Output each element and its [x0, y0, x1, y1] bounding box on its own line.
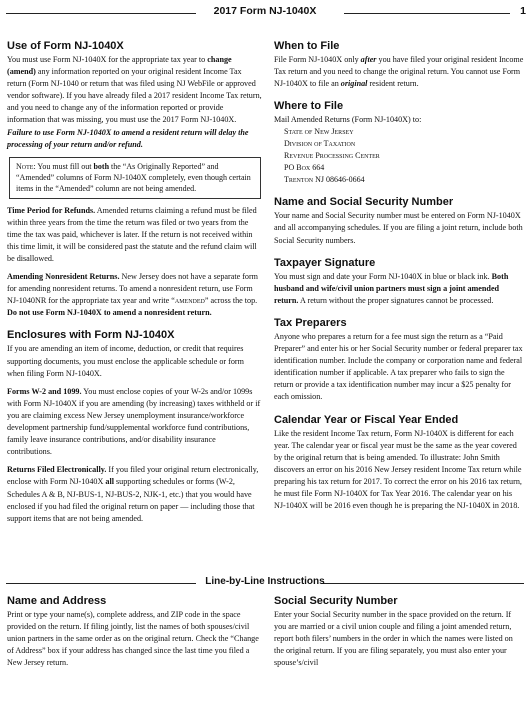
- address-line: State of New Jersey: [284, 127, 354, 137]
- electronic-text-a: If you filed your original return electronically, enclose with Form NJ-1040X: [7, 465, 259, 487]
- ssn-heading: Social Security Number: [274, 595, 398, 607]
- line-by-line-banner: [6, 576, 524, 590]
- signature-heading: Taxpayer Signature: [274, 256, 376, 269]
- address-line: Division of Taxation: [284, 139, 356, 149]
- name-address-paragraph: Print or type your name(s), complete address, and ZIP code in the space provided on the return. If filing jointly, list the names of both spouses/civil union partners in the same order as on the original return. Check the “Change of Address” box if your address has changed since the last time you filed a New Jersey return.: [7, 610, 259, 668]
- electronic-paragraph: [7, 464, 262, 524]
- use-paragraph: [7, 54, 262, 151]
- electronic-label: Returns Filed Electronically.: [7, 465, 107, 475]
- preparers-heading: Tax Preparers: [274, 316, 347, 329]
- amending-nonresident-paragraph: [7, 271, 262, 319]
- amending-text-a: New Jersey does not have a separate form for amending nonresident returns. To amend a nonresident return, use Form NJ-1040NR for the appropriate tax year and write “: [7, 272, 259, 306]
- right-column: [274, 40, 524, 512]
- note-text-a: You must fill out: [35, 161, 94, 171]
- amending-text-bold: Do not use Form NJ-1040X to amend a nonresident return.: [7, 308, 212, 318]
- time-period-label: Time Period for Refunds.: [7, 205, 96, 215]
- when-text-c: you have filed your original resident Income Tax return and you need to change the original return. You cannot use Form NJ-1040X to file an: [274, 55, 524, 89]
- name-address-heading: Name and Address: [7, 595, 107, 607]
- page-header: [6, 0, 524, 20]
- when-paragraph: [274, 54, 524, 90]
- use-text-bold: change (amend): [7, 55, 232, 77]
- enclosures-paragraph: If you are amending an item of income, deduction, or credit that requires supporting documents, you must enclose the applicable schedule or form when filing Form NJ-1040X.: [7, 344, 244, 378]
- page-number: 1: [520, 5, 526, 17]
- signature-text-bold: Both husband and wife/civil union partners must sign a joint amended return.: [274, 271, 509, 305]
- ssn-section: [274, 595, 524, 669]
- electronic-text-bold: all: [105, 477, 114, 487]
- when-text-e: resident return.: [367, 79, 419, 89]
- page-title: 2017 Form NJ-1040X: [213, 5, 317, 17]
- note-text-c: the “As Originally Reported” and “Amended” columns of Form NJ-1040X completely, even though certain items in the “Amended” column are not being amended.: [16, 161, 251, 194]
- when-text-emph2: original: [340, 79, 368, 89]
- note-label: Note:: [16, 161, 36, 171]
- time-period-paragraph: [7, 205, 262, 265]
- mailing-address: [284, 126, 524, 186]
- amending-smallcaps: amended: [174, 296, 205, 306]
- note-text-bold: both: [93, 161, 110, 171]
- use-warning: Failure to use Form NJ-1040X to amend a resident return will delay the processing of your return and/or refund.: [7, 127, 249, 149]
- name-ssn-heading: Name and Social Security Number: [274, 196, 454, 209]
- signature-paragraph: [274, 271, 524, 307]
- address-line: Revenue Processing Center: [284, 151, 380, 161]
- when-text-emph: after: [360, 55, 377, 64]
- signature-text-a: You must sign and date your Form NJ-1040X in blue or black ink.: [274, 271, 492, 281]
- enclosures-heading: Enclosures with Form NJ-1040X: [7, 329, 175, 342]
- use-text-a: You must use Form NJ-1040X for the appropriate tax year to: [7, 55, 208, 64]
- when-text-a: File Form NJ-1040X only: [274, 55, 361, 64]
- time-period-text: Amended returns claiming a refund must be filed within three years from the time the return was filed or two years from the time the tax was paid, whichever is later. If the return is not received within this time limit, it will be considered past the statute and the refund claim will be disallowed.: [7, 205, 257, 264]
- electronic-text-c: supporting schedules or forms (W-2, Schedules A & B, NJ-BUS-1, NJ-BUS-2, NJK-1, etc.) that you would have enclosed if you had filed the original return on paper — including those that support items that are not being amended.: [7, 477, 255, 523]
- left-column: [7, 40, 262, 525]
- w2-text: You must enclose copies of your W-2s and/or 1099s with Form NJ-1040X if you are amending (by increasing) taxes withheld or if you are claiming excess New Jersey unemployment insurance/workforce development partnership fund/supplemental workforce fund contributions, family leave insurance contributions, and/or disability insurance contributions.: [7, 386, 261, 457]
- note-text: [16, 161, 252, 195]
- where-heading: Where to File: [274, 100, 344, 113]
- line-by-line-title: Line-by-Line Instructions: [205, 576, 325, 587]
- address-line: Trenton NJ 08646-0664: [284, 175, 365, 185]
- w2-paragraph: [7, 386, 262, 459]
- preparers-paragraph: Anyone who prepares a return for a fee must sign the return as a “Paid Preparer” and enter his or her Social Security number or federal preparer tax identification number. Include the company or corporation name and federal identification number if applicable. A tax preparer who fails to sign the return or provide a tax identification number may incur a $25 penalty for each omission.: [274, 331, 523, 402]
- name-ssn-paragraph: Your name and Social Security number must be entered on Form NJ-1040X and all accompanying schedules. If you are filing a joint return, include both Social Security numbers.: [274, 211, 523, 245]
- use-text-c: any information reported on your original resident Income Tax return (Form NJ-1040 or return that was filed using NJ WebFile or approved vendor software). If you have already filed a 2017 resident Income Tax return, and you need to change any of the information reported or provide information that was missing, you must use the 2017 Form NJ-1040X.: [7, 67, 262, 125]
- note-box: [9, 157, 261, 199]
- amending-label: Amending Nonresident Returns.: [7, 272, 120, 282]
- address-line: PO Box 664: [284, 163, 325, 173]
- amending-text-b: ” across the top.: [204, 296, 258, 306]
- name-address-section: [7, 595, 262, 669]
- use-heading: Use of Form NJ-1040X: [7, 40, 124, 52]
- calendar-year-paragraph: Like the resident Income Tax return, Form NJ-1040X is different for each year. The calendar year or fiscal year must be the same as the year covered by the original return that is being amended. To illustrate: John Smith discovers an error on his 2016 New Jersey resident Income Tax return while preparing his tax return for 2017. To correct the error on his 2016 tax return, he must file Form NJ-1040X for Tax Year 2016. The calendar year on his NJ-1040X will be 2016 even though he is preparing the NJ-1040X in 2018.: [274, 428, 522, 511]
- calendar-year-heading: Calendar Year or Fiscal Year Ended: [274, 413, 459, 426]
- where-intro: Mail Amended Returns (Form NJ-1040X) to:: [274, 115, 422, 125]
- w2-label: Forms W-2 and 1099.: [7, 386, 82, 396]
- ssn-paragraph: Enter your Social Security number in the space provided on the return. If you are married or a civil union couple and filing a joint amended return, report both filers’ numbers in the order in which the names were listed on the original return. If you are filing separately, you must also enter your spouse’s/civil: [274, 610, 513, 668]
- when-heading: When to File: [274, 40, 340, 52]
- signature-text-c: A return without the proper signatures cannot be processed.: [298, 295, 494, 305]
